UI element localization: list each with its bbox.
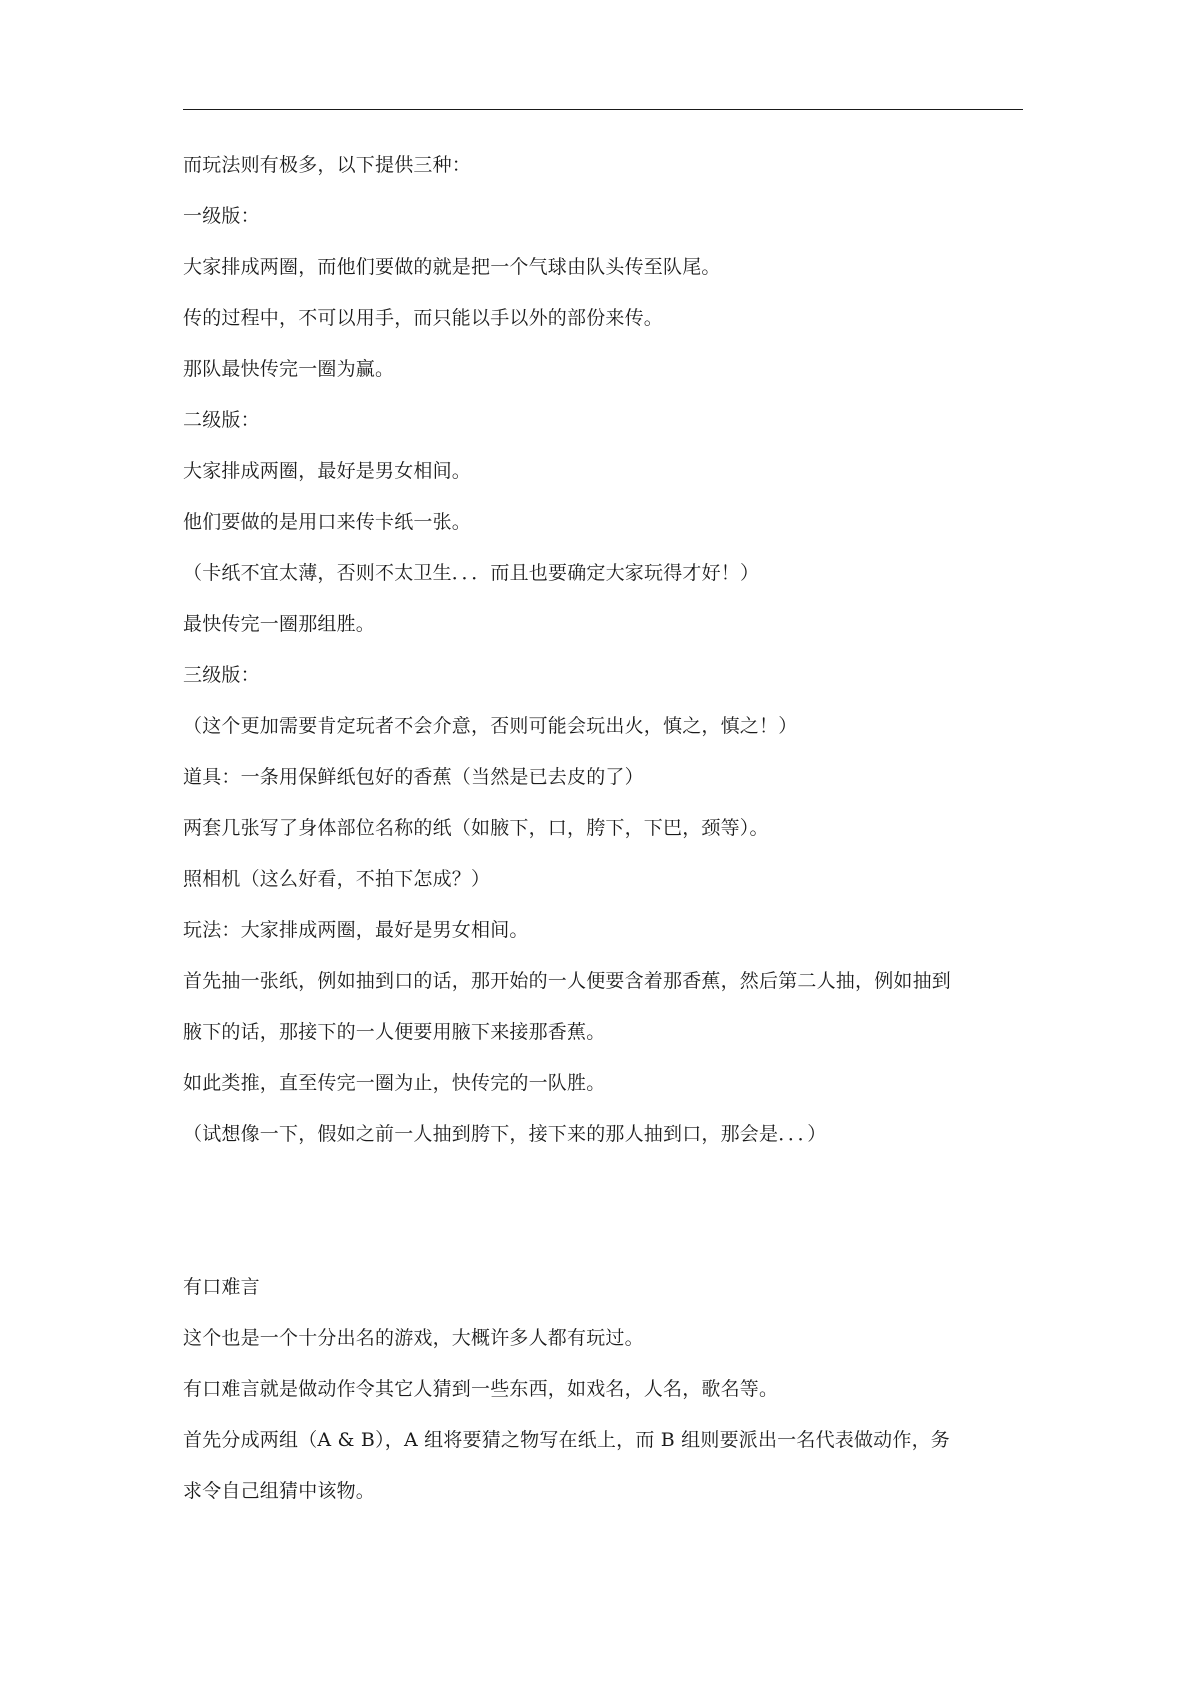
paragraph-line: 有口难言就是做动作令其它人猜到一些东西，如戏名，人名，歌名等。 bbox=[183, 1378, 779, 1400]
paragraph-line: （这个更加需要肯定玩者不会介意，否则可能会玩出火，慎之，慎之！） bbox=[183, 715, 798, 737]
paragraph-line: 这个也是一个十分出名的游戏，大概许多人都有玩过。 bbox=[183, 1327, 644, 1349]
paragraph-line: 大家排成两圈，而他们要做的就是把一个气球由队头传至队尾。 bbox=[183, 256, 721, 278]
paragraph-line: 三级版： bbox=[183, 664, 260, 686]
paragraph-line: 腋下的话，那接下的一人便要用腋下来接那香蕉。 bbox=[183, 1021, 606, 1043]
paragraph-line: 两套几张写了身体部位名称的纸（如腋下，口，胯下，下巴，颈等）。 bbox=[183, 817, 769, 839]
paragraph-line: 求令自己组猜中该物。 bbox=[183, 1480, 376, 1502]
paragraph-line: 一级版： bbox=[183, 205, 260, 227]
paragraph-line: 首先抽一张纸，例如抽到口的话，那开始的一人便要含着那香蕉，然后第二人抽，例如抽到 bbox=[183, 970, 952, 992]
paragraph-line: 最快传完一圈那组胜。 bbox=[183, 613, 376, 635]
section-heading: 有口难言 bbox=[183, 1276, 260, 1298]
document-body bbox=[183, 140, 1023, 1517]
paragraph-line: 二级版： bbox=[183, 409, 260, 431]
paragraph-line: 如此类推，直至传完一圈为止，快传完的一队胜。 bbox=[183, 1072, 606, 1094]
paragraph-line: 大家排成两圈，最好是男女相间。 bbox=[183, 460, 472, 482]
paragraph-line: 他们要做的是用口来传卡纸一张。 bbox=[183, 511, 472, 533]
paragraph-line: 而玩法则有极多，以下提供三种： bbox=[183, 154, 472, 176]
paragraph-line: 首先分成两组（A & B），A 组将要猜之物写在纸上，而 B 组则要派出一名代表做动作，务 bbox=[183, 1429, 950, 1451]
paragraph-line: （卡纸不宜太薄，否则不太卫生．．．而且也要确定大家玩得才好！） bbox=[183, 562, 760, 584]
header-rule bbox=[183, 109, 1023, 110]
paragraph-line: 玩法：大家排成两圈，最好是男女相间。 bbox=[183, 919, 529, 941]
section-gap bbox=[183, 1160, 1023, 1262]
paragraph-line: 道具：一条用保鲜纸包好的香蕉（当然是已去皮的了） bbox=[183, 766, 644, 788]
paragraph-line: 照相机（这么好看，不拍下怎成？） bbox=[183, 868, 491, 890]
paragraph-line: 那队最快传完一圈为赢。 bbox=[183, 358, 395, 380]
paragraph-line: 传的过程中，不可以用手，而只能以手以外的部份来传。 bbox=[183, 307, 664, 329]
paragraph-line: （试想像一下，假如之前一人抽到胯下，接下来的那人抽到口，那会是．．．） bbox=[183, 1123, 827, 1145]
